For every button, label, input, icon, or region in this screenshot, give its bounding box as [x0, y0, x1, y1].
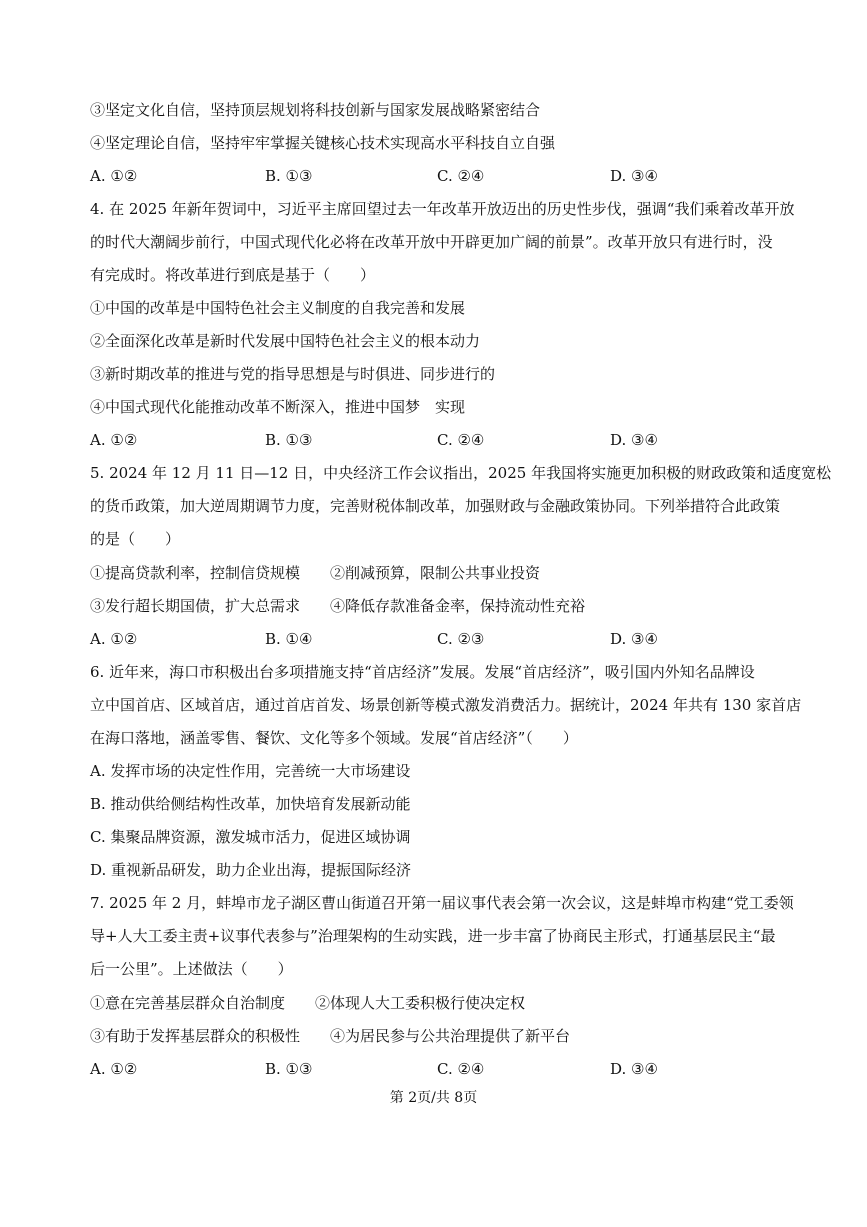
q5-stem-line-2: 的货币政策，加大逆周期调节力度，完善财税体制改革，加强财政与金融政策协同。下列举措符合此政策	[90, 497, 781, 515]
q4-option-b[interactable]: B. ①③	[265, 431, 313, 449]
q4-options	[90, 430, 790, 450]
q7-option-b[interactable]: B. ①③	[265, 1060, 313, 1078]
q5-statement-2: ②削减预算，限制公共事业投资	[330, 564, 541, 582]
q7-statement-4: ④为居民参与公共治理提供了新平台	[330, 1027, 571, 1045]
q4-statement-1: ①中国的改革是中国特色社会主义制度的自我完善和发展	[90, 299, 466, 317]
q5-option-a[interactable]: A. ①②	[90, 630, 138, 648]
q4-statement-3: ③新时期改革的推进与党的指导思想是与时俱进、同步进行的	[90, 365, 496, 383]
q7-option-d[interactable]: D. ③④	[610, 1060, 658, 1078]
q5-stem-line-1: 5. 2024 年 12 月 11 日—12 日，中央经济工作会议指出，2025 年我国将实施更加积极的财政政策和适度宽松	[90, 464, 832, 482]
q6-option-a[interactable]: A. 发挥市场的决定性作用，完善统一大市场建设	[90, 762, 411, 780]
q6-option-b[interactable]: B. 推动供给侧结构性改革，加快培育发展新动能	[90, 795, 411, 813]
q3-options	[90, 166, 790, 186]
q3-option-d[interactable]: D. ③④	[610, 167, 658, 185]
q7-statement-3: ③有助于发挥基层群众的积极性	[90, 1027, 301, 1045]
q3-option-b[interactable]: B. ①③	[265, 167, 313, 185]
q5-statement-1: ①提高贷款利率，控制信贷规模	[90, 564, 301, 582]
q5-option-c[interactable]: C. ②③	[437, 630, 485, 648]
q5-statement-3: ③发行超长期国债，扩大总需求	[90, 597, 301, 615]
q6-option-c[interactable]: C. 集聚品牌资源，激发城市活力，促进区域协调	[90, 828, 411, 846]
q6-stem-line-3: 在海口落地，涵盖零售、餐饮、文化等多个领域。发展“首店经济”（ ）	[90, 729, 578, 747]
q6-stem-line-1: 6. 近年来，海口市积极出台多项措施支持“首店经济”发展。发展“首店经济”，吸引国内外知名品牌设	[90, 663, 755, 681]
q7-stem-line-2: 导+人大工委主责+议事代表参与”治理架构的生动实践，进一步丰富了协商民主形式，打通基层民主“最	[90, 927, 776, 945]
q5-stem-line-3: 的是（ ）	[90, 530, 181, 548]
q4-option-d[interactable]: D. ③④	[610, 431, 658, 449]
q4-stem-line-1: 4. 在 2025 年新年贺词中，习近平主席回望过去一年改革开放迈出的历史性步伐，强调“我们乘着改革开放	[90, 200, 795, 218]
q5-statements-row-1	[90, 563, 790, 583]
q4-stem-line-2: 的时代大潮阔步前行，中国式现代化必将在改革开放中开辟更加广阔的前景”。改革开放只有进行时，没	[90, 233, 773, 251]
q7-option-a[interactable]: A. ①②	[90, 1060, 138, 1078]
q7-statements-row-2	[90, 1026, 790, 1046]
q4-statement-4: ④中国式现代化能推动改革不断深入，推进中国梦 实现	[90, 398, 466, 416]
q7-options	[90, 1059, 790, 1079]
q3-statement-4: ④坚定理论自信，坚持牢牢掌握关键核心技术实现高水平科技自立自强	[90, 134, 556, 152]
q5-statements-row-2	[90, 596, 790, 616]
q7-stem-line-1: 7. 2025 年 2 月，蚌埠市龙子湖区曹山街道召开第一届议事代表会第一次会议，这是蚌埠市构建“党工委领	[90, 894, 794, 912]
q3-statement-3: ③坚定文化自信，坚持顶层规划将科技创新与国家发展战略紧密结合	[90, 101, 541, 119]
q5-option-d[interactable]: D. ③④	[610, 630, 658, 648]
q7-statement-2: ②体现人大工委积极行使决定权	[315, 994, 526, 1012]
q5-statement-4: ④降低存款准备金率，保持流动性充裕	[330, 597, 586, 615]
q7-option-c[interactable]: C. ②④	[437, 1060, 485, 1078]
q3-option-a[interactable]: A. ①②	[90, 167, 138, 185]
q4-statement-2: ②全面深化改革是新时代发展中国特色社会主义的根本动力	[90, 332, 481, 350]
q7-statement-1: ①意在完善基层群众自治制度	[90, 994, 286, 1012]
q3-option-c[interactable]: C. ②④	[437, 167, 485, 185]
q5-options	[90, 629, 790, 649]
q7-statements-row-1	[90, 993, 790, 1013]
q4-option-c[interactable]: C. ②④	[437, 431, 485, 449]
q5-option-b[interactable]: B. ①④	[265, 630, 313, 648]
q4-stem-line-3: 有完成时。将改革进行到底是基于（ ）	[90, 266, 376, 284]
q6-stem-line-2: 立中国首店、区域首店，通过首店首发、场景创新等模式激发消费活力。据统计，2024 年共有 130 家首店	[90, 696, 802, 714]
q7-stem-line-3: 后一公里”。上述做法（ ）	[90, 960, 293, 978]
page-number-footer: 第 2页/共 8页	[389, 1090, 478, 1106]
q4-option-a[interactable]: A. ①②	[90, 431, 138, 449]
q6-option-d[interactable]: D. 重视新品研发，助力企业出海，提振国际经济	[90, 861, 412, 879]
